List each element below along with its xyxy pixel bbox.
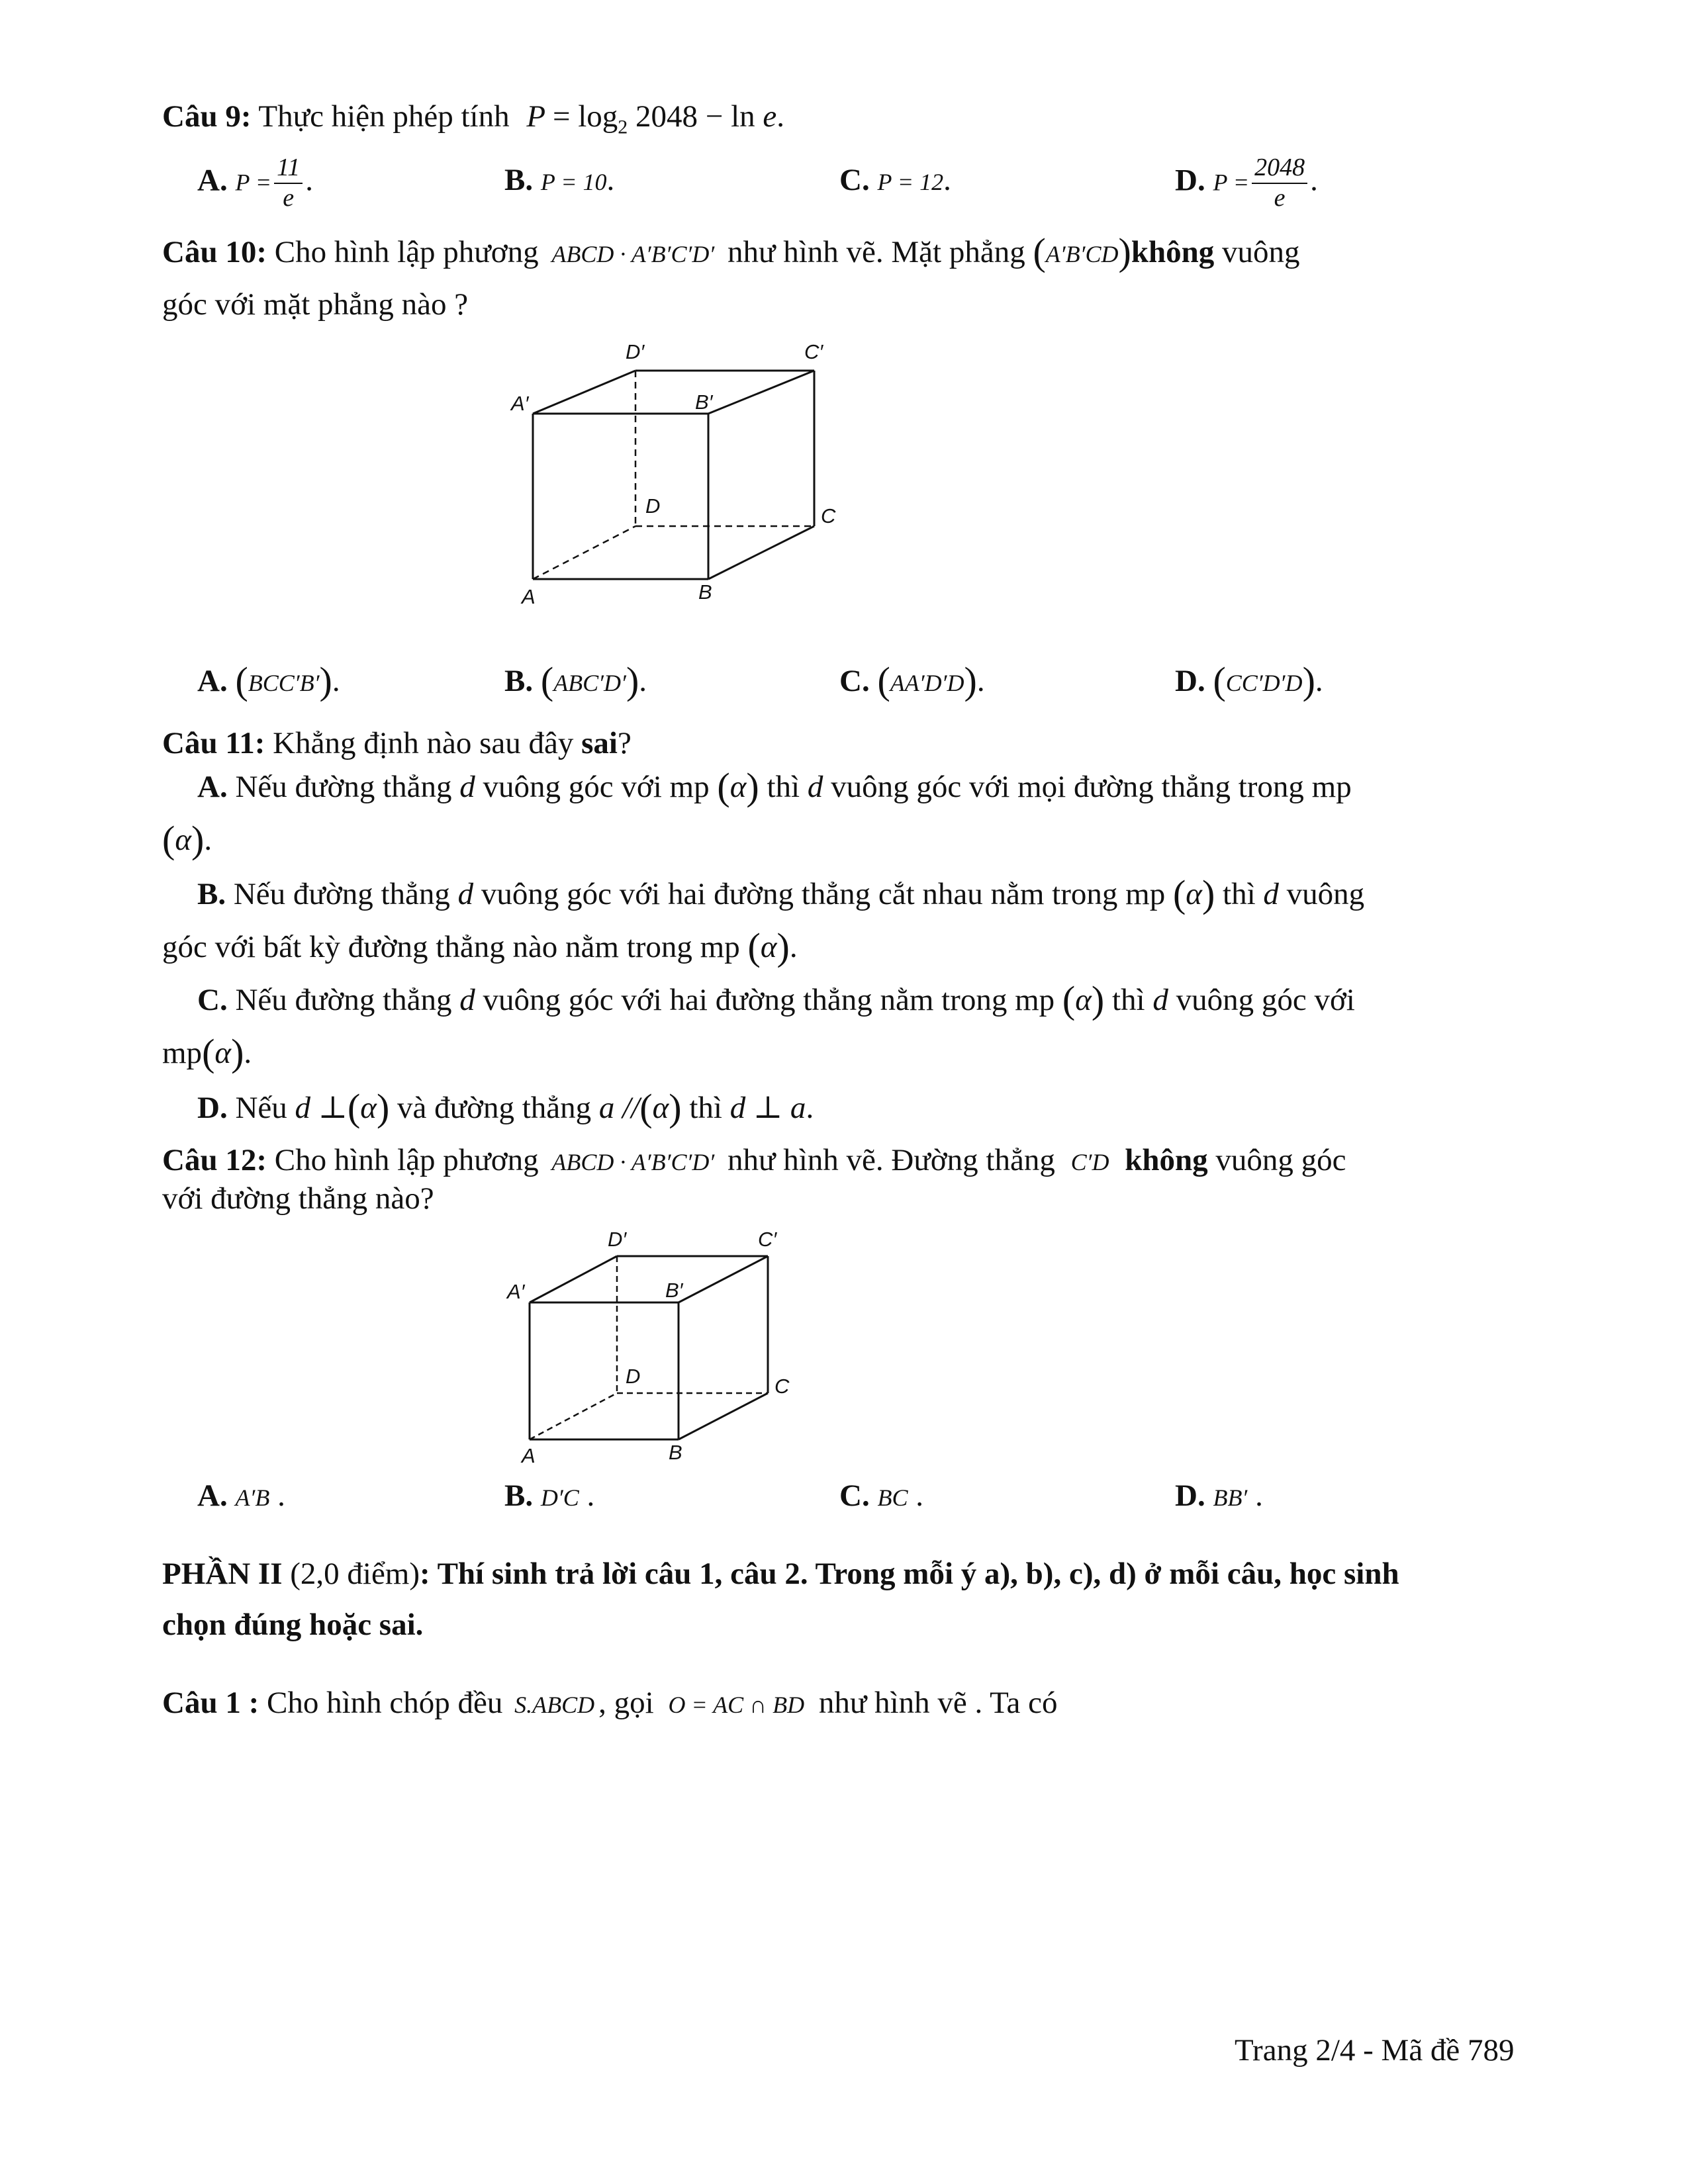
vertex-label: D: [626, 1365, 641, 1388]
vertex-label: B′: [695, 390, 713, 414]
vertex-label: A′: [511, 392, 529, 415]
q1-line: Câu 1 : Cho hình chóp đều S.ABCD , gọi O = AC ∩ BD như hình vẽ . Ta có: [162, 1686, 1058, 1720]
q11-option-a: A. Nếu đường thẳng d vuông góc với mp (α) thì d vuông góc với mọi đường thẳng trong mp: [197, 765, 1352, 808]
vertex-label: B: [698, 580, 712, 604]
option-a: A. P = $\frac{11}{e}$ .: [197, 154, 314, 212]
vertex-label: B: [669, 1441, 682, 1464]
vertex-label: A′: [507, 1280, 525, 1303]
option-d: D. (CC′D′D).: [1175, 659, 1323, 702]
option-d: D. BB′ .: [1175, 1479, 1263, 1513]
formula: $P = \log_2 2048 - \ln e$.: [526, 99, 784, 138]
vertex-label: D′: [608, 1228, 627, 1251]
q11-line: Câu 11: Khẳng định nào sau đây sai?: [162, 726, 632, 760]
q11-option-c: C. Nếu đường thẳng d vuông góc với hai đường thẳng nằm trong mp (α) thì d vuông góc với: [197, 978, 1355, 1021]
cube-figure: [503, 331, 861, 615]
vertex-label: A: [522, 585, 536, 608]
q11-option-c-cont: mp(α).: [162, 1031, 252, 1074]
option-c: C. BC .: [839, 1479, 923, 1513]
q12-line1: Câu 12: Cho hình lập phương ABCD · A′B′C′D′ như hình vẽ. Đường thẳng C′D không vuông góc: [162, 1143, 1346, 1177]
part2-heading: PHẦN II (2,0 điểm): Thí sinh trả lời câu 1, câu 2. Trong mỗi ý a), b), c), d) ở mỗi câu, học sinh: [162, 1557, 1399, 1591]
part2-heading-cont: chọn đúng hoặc sai.: [162, 1608, 424, 1642]
q11-option-d: D. Nếu d ⊥(α) và đường thẳng a //(α) thì d ⊥ a.: [197, 1086, 814, 1129]
page-footer: Trang 2/4 - Mã đề 789: [1235, 2033, 1515, 2068]
option-b: B. P = 10.: [504, 163, 615, 197]
q11-option-b-cont: góc với bất kỳ đường thẳng nào nằm trong mp (α).: [162, 925, 798, 968]
vertex-label: C′: [758, 1228, 777, 1251]
vertex-label: C: [774, 1375, 790, 1398]
q9-line: [162, 98, 784, 139]
question-label: Câu 9:: [162, 99, 252, 134]
option-c: C. (AA′D′D).: [839, 659, 985, 702]
option-d: D. P = $\frac{2048}{e}$ .: [1175, 154, 1318, 212]
fraction: $\frac{2048}{e}$: [1252, 154, 1307, 212]
question-text: Thực hiện phép tính: [258, 99, 510, 134]
vertex-label: C′: [804, 340, 823, 363]
fraction: $\frac{11}{e}$: [274, 154, 303, 212]
q11-option-a-cont: (α).: [162, 818, 212, 861]
option-b: B. (ABC′D′).: [504, 659, 647, 702]
option-a: A. A′B .: [197, 1479, 285, 1513]
q10-line2: góc với mặt phẳng nào ?: [162, 287, 469, 322]
vertex-label: D: [645, 494, 661, 518]
vertex-label: D′: [626, 340, 645, 363]
option-a: A. (BCC′B′).: [197, 659, 340, 702]
vertex-label: B′: [665, 1279, 683, 1302]
vertex-label: A: [522, 1444, 536, 1467]
q10-line1: Câu 10: Cho hình lập phương ABCD · A′B′C′D′ như hình vẽ. Mặt phẳng (A′B′CD)không vuông: [162, 230, 1300, 273]
cube-figure: [503, 1224, 821, 1476]
q11-option-b: B. Nếu đường thẳng d vuông góc với hai đường thẳng cắt nhau nằm trong mp (α) thì d vuông: [197, 872, 1365, 915]
option-c: C. P = 12.: [839, 163, 951, 197]
vertex-label: C: [821, 504, 836, 527]
option-b: B. D′C .: [504, 1479, 595, 1513]
q12-line2: với đường thẳng nào?: [162, 1181, 434, 1216]
